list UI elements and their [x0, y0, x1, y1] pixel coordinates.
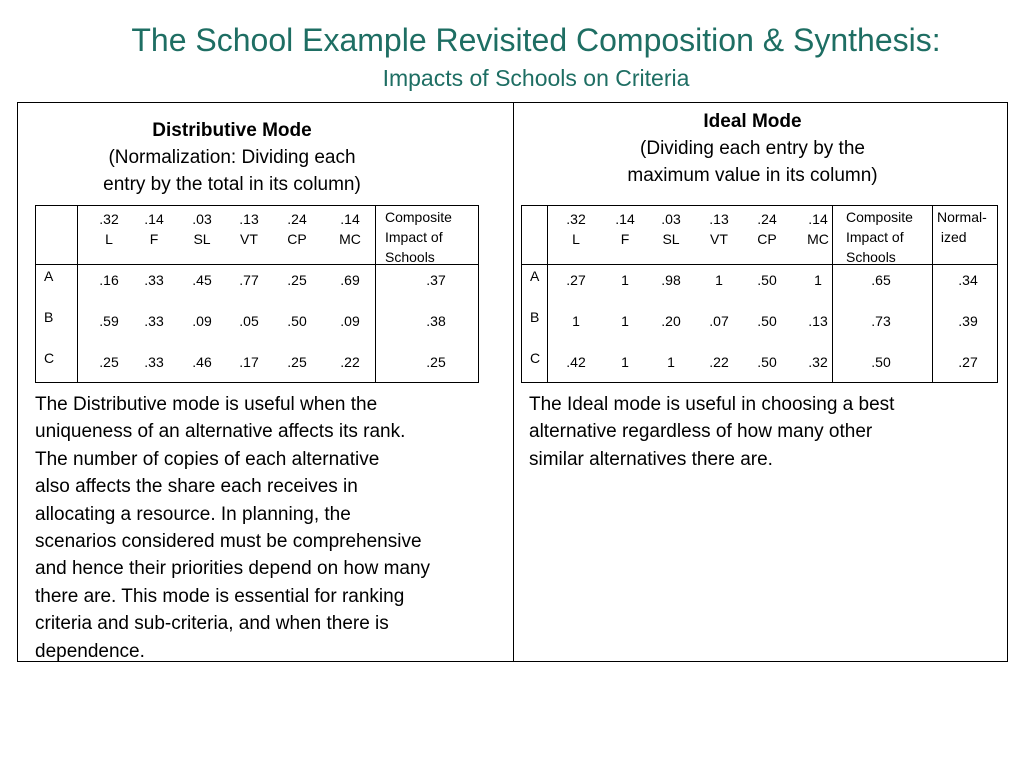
- criterion-label: CP: [287, 231, 307, 247]
- normalized-header: Normal-: [937, 209, 987, 225]
- criterion-label: VT: [710, 231, 728, 247]
- table-cell: .32: [808, 354, 828, 370]
- distributive-desc-line: The number of copies of each alternative: [35, 448, 380, 470]
- criterion-weight: .13: [239, 211, 259, 227]
- distributive-desc-line: and hence their priorities depend on how many: [35, 558, 431, 580]
- table-cell: .33: [144, 272, 164, 288]
- distributive-desc-line: criteria and sub-criteria, and when there is: [35, 613, 389, 635]
- criterion-weight: .14: [144, 211, 164, 227]
- criterion-label: SL: [193, 231, 211, 247]
- composite-value: .25: [426, 354, 446, 370]
- table-cell: .27: [566, 272, 586, 288]
- slide-title: The School Example Revisited Composition & Synthesis:: [131, 22, 941, 58]
- distributive-sub1: (Normalization: Dividing each: [108, 147, 356, 168]
- table-cell: .45: [192, 272, 212, 288]
- table-cell: .09: [192, 313, 212, 329]
- ideal-sub2: maximum value in its column): [627, 165, 878, 186]
- composite-header: Impact of: [846, 229, 904, 245]
- row-label: C: [530, 350, 541, 366]
- table-cell: .16: [99, 272, 119, 288]
- criterion-weight: .24: [757, 211, 777, 227]
- criterion-weight: .03: [661, 211, 681, 227]
- normalized-value: .34: [958, 272, 978, 288]
- ideal-title: Ideal Mode: [703, 111, 802, 132]
- distributive-desc-line: dependence.: [35, 640, 145, 662]
- table-cell: .50: [287, 313, 307, 329]
- ideal-sub1: (Dividing each entry by the: [640, 138, 865, 159]
- table-cell: .50: [757, 313, 777, 329]
- composite-value: .37: [426, 272, 446, 288]
- table-cell: 1: [621, 354, 629, 370]
- criterion-label: MC: [807, 231, 829, 247]
- table-cell: .59: [99, 313, 119, 329]
- table-cell: .22: [709, 354, 729, 370]
- normalized-value: .39: [958, 313, 978, 329]
- criterion-weight: .32: [99, 211, 119, 227]
- table-cell: .42: [566, 354, 586, 370]
- table-cell: .98: [661, 272, 681, 288]
- distributive-table: [35, 205, 479, 383]
- table-cell: .22: [340, 354, 360, 370]
- table-cell: .69: [340, 272, 360, 288]
- table-cell: .25: [99, 354, 119, 370]
- ideal-description: [529, 391, 999, 473]
- table-cell: .05: [239, 313, 259, 329]
- distributive-title: Distributive Mode: [152, 120, 312, 141]
- table-cell: .46: [192, 354, 212, 370]
- table-cell: .50: [757, 272, 777, 288]
- criterion-weight: .13: [709, 211, 729, 227]
- table-cell: .13: [808, 313, 828, 329]
- normalized-header: ized: [937, 229, 967, 245]
- criterion-weight: .14: [808, 211, 828, 227]
- table-cell: .33: [144, 313, 164, 329]
- table-cell: .25: [287, 272, 307, 288]
- distributive-description: [35, 391, 510, 665]
- distributive-desc-line: there are. This mode is essential for ranking: [35, 585, 405, 607]
- composite-value: .50: [871, 354, 891, 370]
- distributive-desc-line: also affects the share each receives in: [35, 476, 358, 498]
- row-label: C: [44, 350, 55, 366]
- composite-value: .38: [426, 313, 446, 329]
- table-cell: 1: [715, 272, 723, 288]
- criterion-weight: .14: [615, 211, 635, 227]
- table-cell: 1: [621, 272, 629, 288]
- ideal-desc-line: The Ideal mode is useful in choosing a best: [529, 394, 895, 415]
- ideal-table: [521, 205, 998, 383]
- composite-header: Composite: [385, 209, 452, 225]
- slide-subtitle: Impacts of Schools on Criteria: [382, 65, 690, 91]
- criterion-weight: .14: [340, 211, 360, 227]
- criterion-weight: .24: [287, 211, 307, 227]
- composite-header: Impact of: [385, 229, 443, 245]
- distributive-desc-line: allocating a resource. In planning, the: [35, 503, 351, 525]
- table-cell: 1: [572, 313, 580, 329]
- table-cell: 1: [621, 313, 629, 329]
- table-cell: .09: [340, 313, 360, 329]
- criterion-label: VT: [240, 231, 258, 247]
- ideal-desc-line: similar alternatives there are.: [529, 448, 773, 470]
- composite-value: .65: [871, 272, 891, 288]
- composite-header: Schools: [846, 249, 896, 265]
- table-cell: .25: [287, 354, 307, 370]
- criterion-label: F: [149, 231, 159, 247]
- table-cell: .33: [144, 354, 164, 370]
- ideal-heading: [545, 108, 960, 189]
- table-cell: .20: [661, 313, 681, 329]
- distributive-sub2: entry by the total in its column): [103, 174, 361, 195]
- row-label: B: [44, 309, 54, 325]
- distributive-desc-line: uniqueness of an alternative affects its rank.: [35, 421, 406, 443]
- row-label: A: [44, 268, 54, 284]
- criterion-weight: .32: [566, 211, 586, 227]
- table-cell: .07: [709, 313, 729, 329]
- ideal-desc-line: alternative regardless of how many other: [529, 421, 873, 443]
- composite-value: .73: [871, 313, 891, 329]
- distributive-heading: [17, 117, 447, 198]
- criterion-label: L: [105, 231, 113, 247]
- criterion-label: CP: [757, 231, 777, 247]
- normalized-value: .27: [958, 354, 978, 370]
- criterion-label: MC: [339, 231, 361, 247]
- distributive-desc-line: scenarios considered must be comprehensive: [35, 531, 422, 553]
- criterion-label: L: [572, 231, 580, 247]
- criterion-label: F: [620, 231, 630, 247]
- table-cell: 1: [667, 354, 675, 370]
- table-cell: 1: [814, 272, 822, 288]
- table-cell: .50: [757, 354, 777, 370]
- table-cell: .17: [239, 354, 259, 370]
- criterion-weight: .03: [192, 211, 212, 227]
- table-cell: .77: [239, 272, 259, 288]
- criterion-label: SL: [662, 231, 680, 247]
- distributive-desc-line: The Distributive mode is useful when the: [35, 394, 378, 415]
- composite-header: Composite: [846, 209, 913, 225]
- composite-header: Schools: [385, 249, 435, 265]
- row-label: A: [530, 268, 540, 284]
- row-label: B: [530, 309, 540, 325]
